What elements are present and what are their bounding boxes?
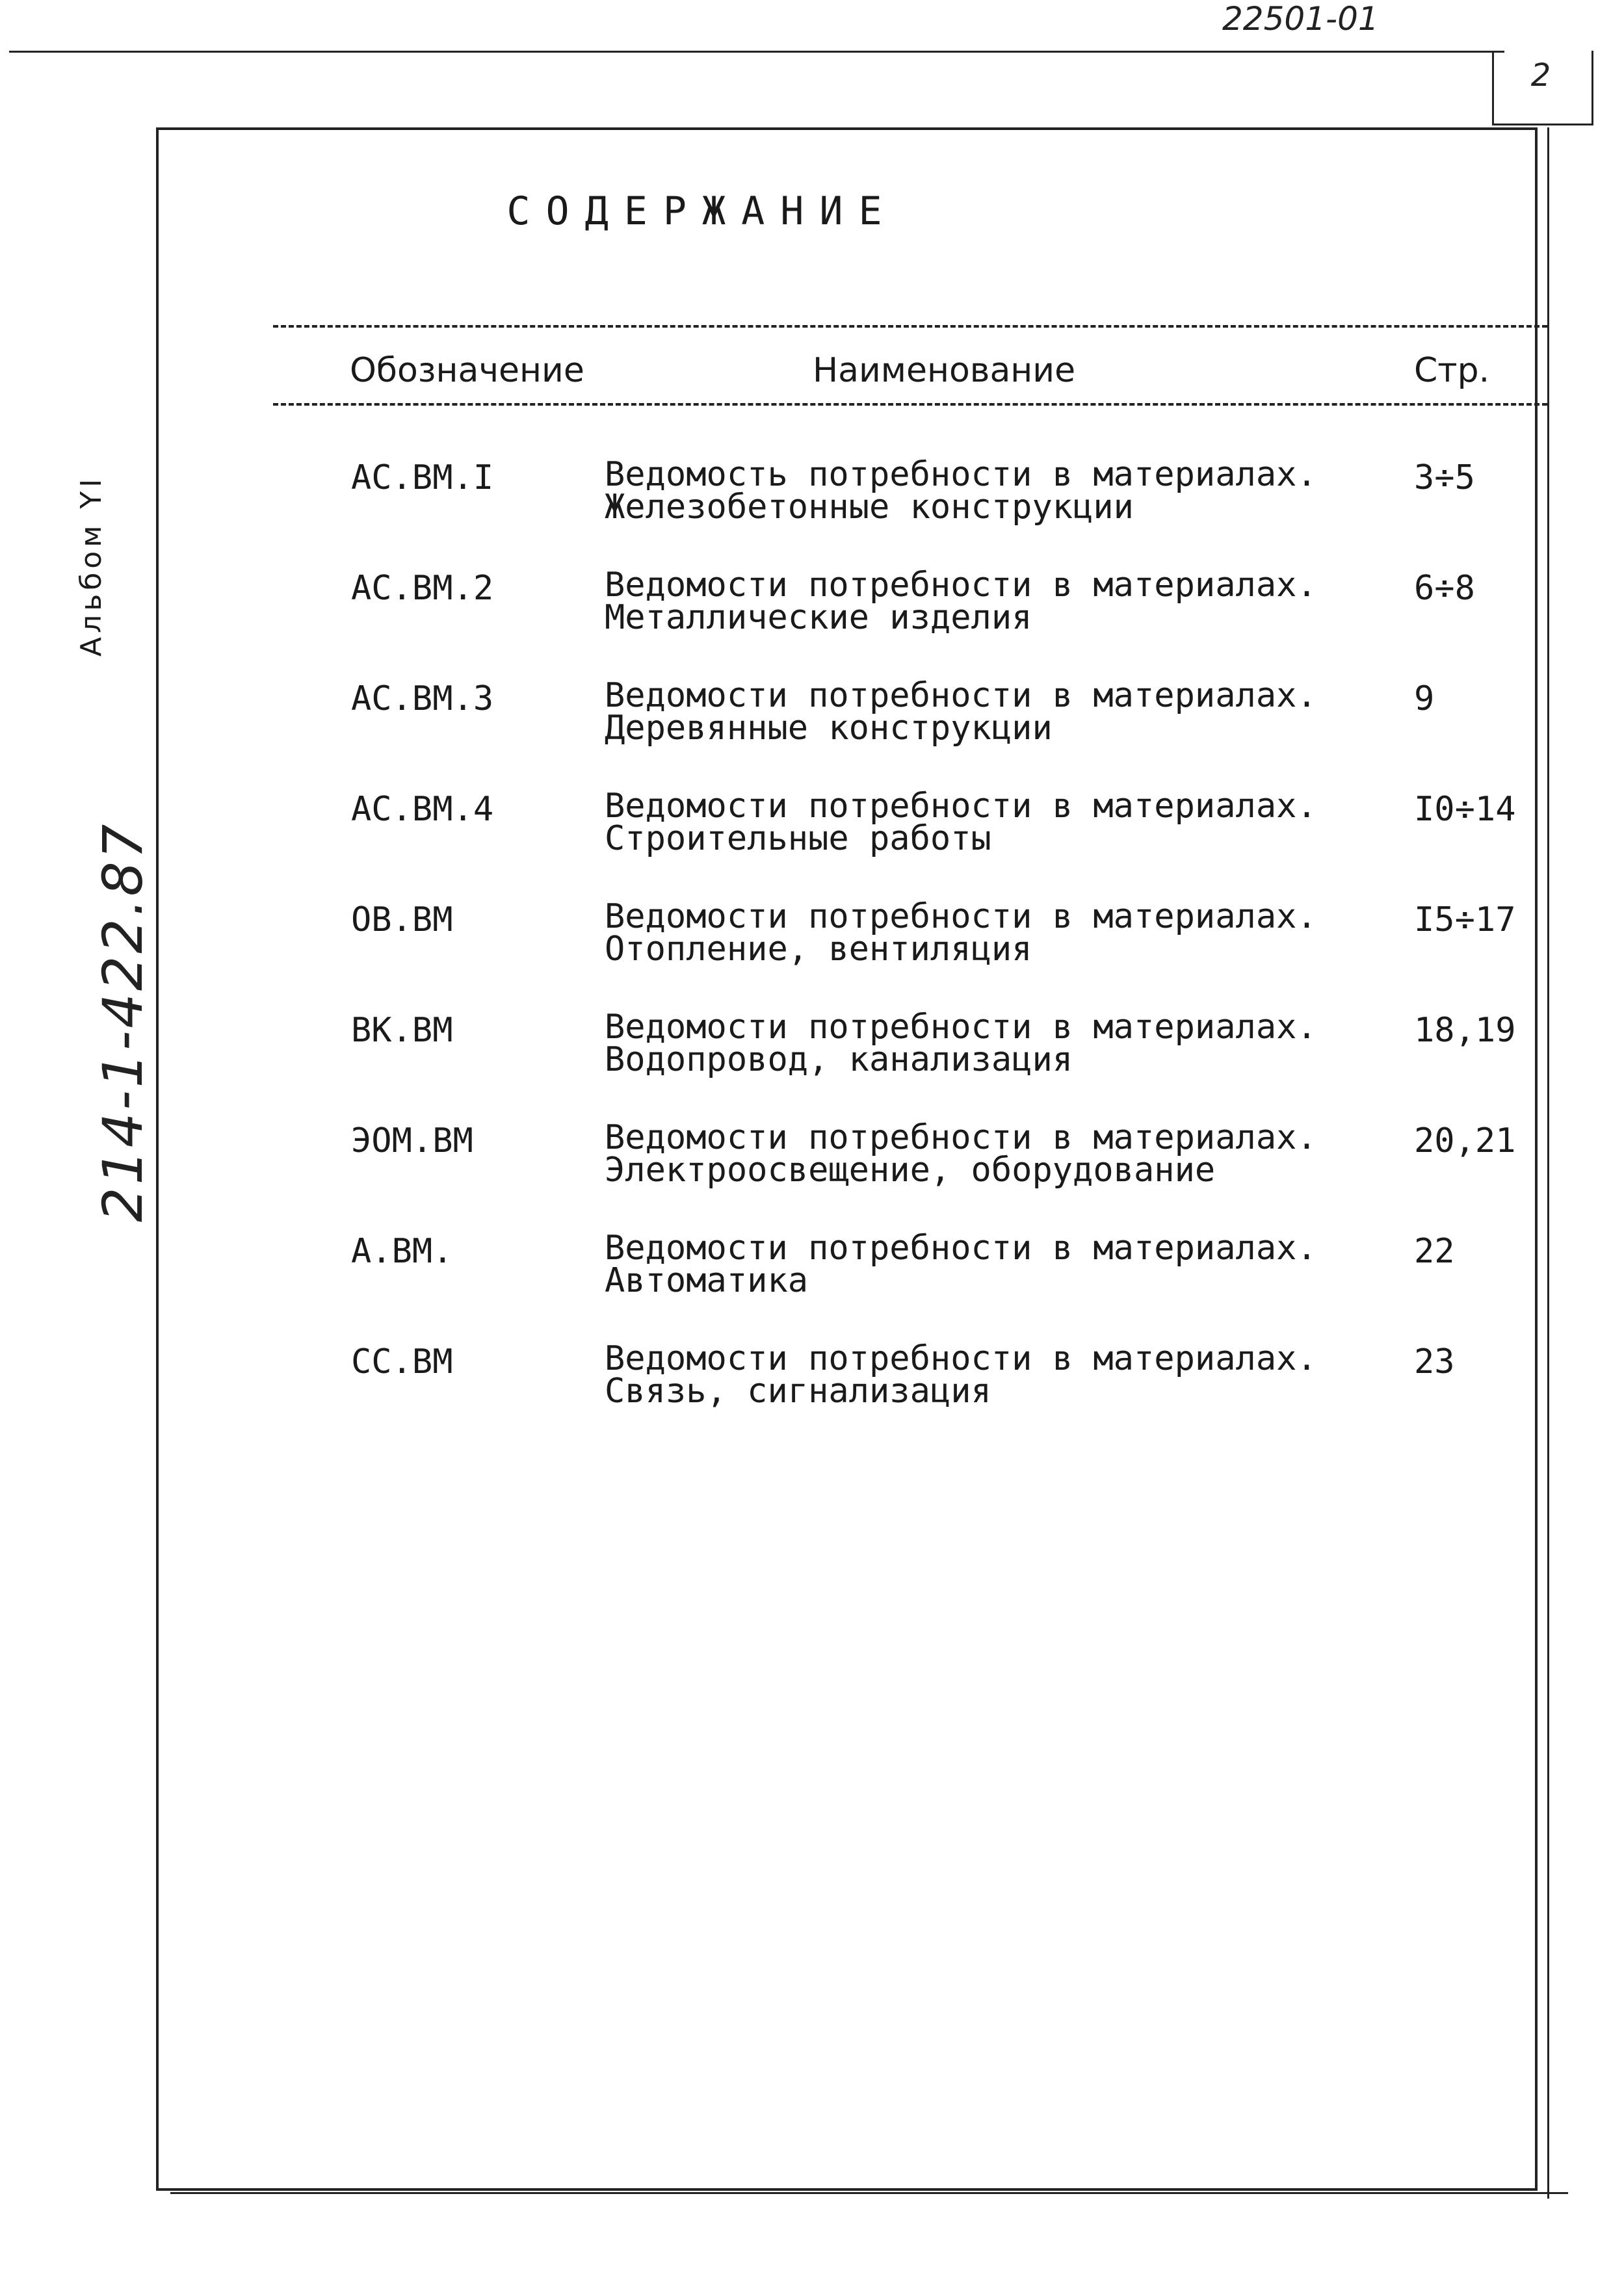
row-name-line2: Водопровод, канализация <box>605 1040 1073 1079</box>
row-name-line1: Ведомости потребности в материалах. <box>605 897 1317 936</box>
row-name-line1: Ведомости потребности в материалах. <box>605 1229 1317 1268</box>
row-code: ЭОМ.ВМ <box>351 1121 473 1160</box>
row-pages: 18,19 <box>1414 1011 1516 1050</box>
row-name-line1: Ведомости потребности в материалах. <box>605 1118 1317 1157</box>
row-code: СС.ВМ <box>351 1342 453 1381</box>
row-name <box>605 1118 1317 1190</box>
column-header-page: Стр. <box>1414 351 1490 390</box>
row-name-line1: Ведомости потребности в материалах. <box>605 676 1317 715</box>
row-code: АС.ВМ.I <box>351 458 494 497</box>
row-name-line2: Электроосвещение, оборудование <box>605 1151 1216 1190</box>
album-label: Альбом YI <box>75 475 108 657</box>
row-pages: I0÷14 <box>1414 790 1516 829</box>
column-header-designation: Обозначение <box>350 351 584 390</box>
row-pages: 9 <box>1414 679 1435 718</box>
document-code: 214-1-422.87 <box>91 821 155 1222</box>
row-name-line2: Автоматика <box>605 1261 809 1300</box>
row-code: ВК.ВМ <box>351 1011 453 1050</box>
row-code: А.ВМ. <box>351 1232 453 1271</box>
row-pages: 20,21 <box>1414 1121 1516 1160</box>
row-pages: I5÷17 <box>1414 900 1516 939</box>
row-name <box>605 897 1317 969</box>
row-name <box>605 676 1317 748</box>
row-name <box>605 1008 1317 1079</box>
row-name <box>605 1339 1317 1411</box>
frame-right-line <box>1547 127 1549 2199</box>
row-pages: 22 <box>1414 1232 1455 1271</box>
frame-bottom-line <box>170 2192 1568 2194</box>
row-code: АС.ВМ.2 <box>351 569 494 608</box>
row-name-line1: Ведомости потребности в материалах. <box>605 787 1317 826</box>
row-pages: 3÷5 <box>1414 458 1475 497</box>
header-stamp: 22501-01 <box>1222 0 1379 38</box>
row-name-line2: Деревянные конструкции <box>605 709 1053 748</box>
page-title: СОДЕРЖАНИЕ <box>506 189 898 234</box>
page-number: 2 <box>1530 57 1551 94</box>
row-name-line1: Ведомости потребности в материалах. <box>605 566 1317 605</box>
row-pages: 6÷8 <box>1414 569 1475 608</box>
row-code: АС.ВМ.3 <box>351 679 494 718</box>
row-name-line2: Железобетонные конструкции <box>605 488 1134 527</box>
top-rule <box>9 51 1504 53</box>
header-top-dashes <box>273 325 1547 328</box>
row-pages: 23 <box>1414 1342 1455 1381</box>
row-name <box>605 455 1317 527</box>
row-name <box>605 566 1317 637</box>
row-name <box>605 787 1317 858</box>
row-code: АС.ВМ.4 <box>351 790 494 829</box>
header-bottom-dashes <box>273 403 1547 406</box>
row-name-line2: Металлические изделия <box>605 598 1032 637</box>
row-name-line1: Ведомости потребности в материалах. <box>605 1008 1317 1047</box>
row-name <box>605 1229 1317 1300</box>
row-name-line2: Связь, сигнализация <box>605 1372 991 1411</box>
row-name-line2: Отопление, вентиляция <box>605 930 1032 969</box>
row-name-line1: Ведомость потребности в материалах. <box>605 455 1317 494</box>
column-header-name: Наименование <box>813 351 1076 390</box>
row-code: ОВ.ВМ <box>351 900 453 939</box>
row-name-line2: Строительные работы <box>605 819 991 858</box>
row-name-line1: Ведомости потребности в материалах. <box>605 1339 1317 1378</box>
